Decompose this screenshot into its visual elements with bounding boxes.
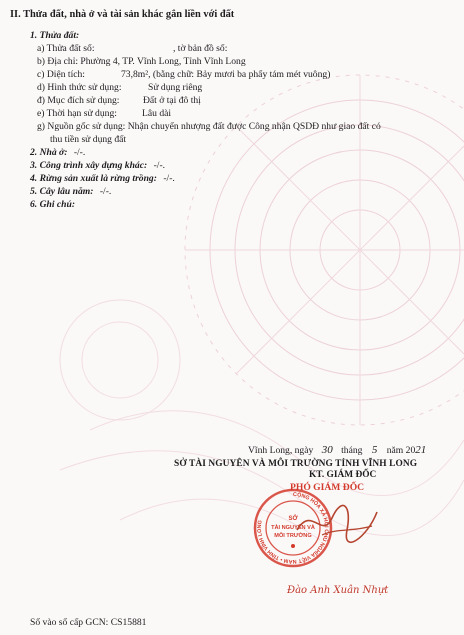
land-use-form-value: Sử dụng riêng — [148, 82, 203, 93]
construction-label: 3. Công trình xây dựng khác: — [30, 160, 148, 171]
forest-row — [30, 173, 175, 184]
sign-day: 30 — [321, 444, 333, 456]
kt-director: KT. GIÁM ĐỐC — [309, 470, 377, 480]
svg-text:TÀI NGUYÊN VÀ: TÀI NGUYÊN VÀ — [271, 525, 315, 531]
land-purpose-value: Đất ở tại đô thị — [143, 95, 201, 106]
agency-name: SỞ TÀI NGUYÊN VÀ MÔI TRƯỜNG TỈNH VĨNH LONG — [174, 459, 418, 469]
forest-value: -/-. — [163, 173, 175, 184]
land-parcel-label: a) Thửa đất số: — [37, 43, 95, 54]
land-area-value: 73,8m², (bằng chữ: Bảy mươi ba phẩy tám mét vuông) — [121, 69, 331, 80]
land-area-label: c) Diện tích: — [37, 69, 85, 80]
land-address: b) Địa chỉ: Phường 4, TP. Vĩnh Long, Tỉnh Vĩnh Long — [37, 56, 246, 67]
sign-year-suffix: 21 — [415, 444, 427, 456]
registry-number: Số vào sổ cấp GCN: CS15881 — [30, 617, 147, 628]
deputy-director: PHÓ GIÁM ĐỐC — [290, 482, 365, 493]
perennial-label: 5. Cây lâu năm: — [30, 186, 94, 197]
land-origin-line1: g) Nguồn gốc sử dụng: Nhận chuyển nhượng đất được Công nhận QSDĐ như giao đất có — [37, 121, 381, 132]
land-map-sheet-label: , tờ bản đồ số: — [173, 43, 228, 54]
sign-place: Vĩnh Long, ngày — [248, 445, 314, 456]
stamp-ring-text: CỘNG HÒA XÃ HỘI CHỦ NGHĨA VIỆT NAM • TỈNH VĨNH LONG — [256, 491, 329, 565]
construction-row — [30, 160, 165, 171]
notes-label: 6. Ghi chú: — [30, 199, 76, 210]
signer-name: Đào Anh Xuân Nhựt — [287, 585, 389, 596]
house-value: -/-. — [73, 147, 86, 158]
svg-text:SỞ: SỞ — [288, 516, 298, 522]
sign-year-label: năm 20 — [386, 445, 416, 456]
construction-value: -/-. — [153, 160, 166, 171]
sign-date-line — [248, 445, 426, 456]
signature-scribble — [292, 500, 382, 545]
land-heading: 1. Thửa đất: — [30, 30, 80, 41]
section-title: II. Thửa đất, nhà ở và tài sản khác gắn liền với đất — [10, 9, 235, 20]
land-origin-line2: thu tiền sử dụng đất — [50, 134, 127, 145]
house-row — [30, 147, 85, 158]
svg-text:MÔI TRƯỜNG: MÔI TRƯỜNG — [274, 533, 312, 539]
land-term-value: Lâu dài — [142, 108, 172, 119]
perennial-row — [30, 186, 111, 197]
land-purpose-label: đ) Mục đích sử dụng: — [37, 95, 120, 106]
perennial-value: -/-. — [99, 186, 112, 197]
land-use-form-label: d) Hình thức sử dụng: — [37, 82, 122, 93]
sign-month-label: tháng — [341, 445, 363, 456]
house-label: 2. Nhà ở: — [30, 147, 68, 158]
forest-label: 4. Rừng sản xuất là rừng trồng: — [30, 173, 157, 184]
sign-month: 5 — [371, 444, 378, 456]
land-term-label: e) Thời hạn sử dụng: — [37, 108, 117, 119]
